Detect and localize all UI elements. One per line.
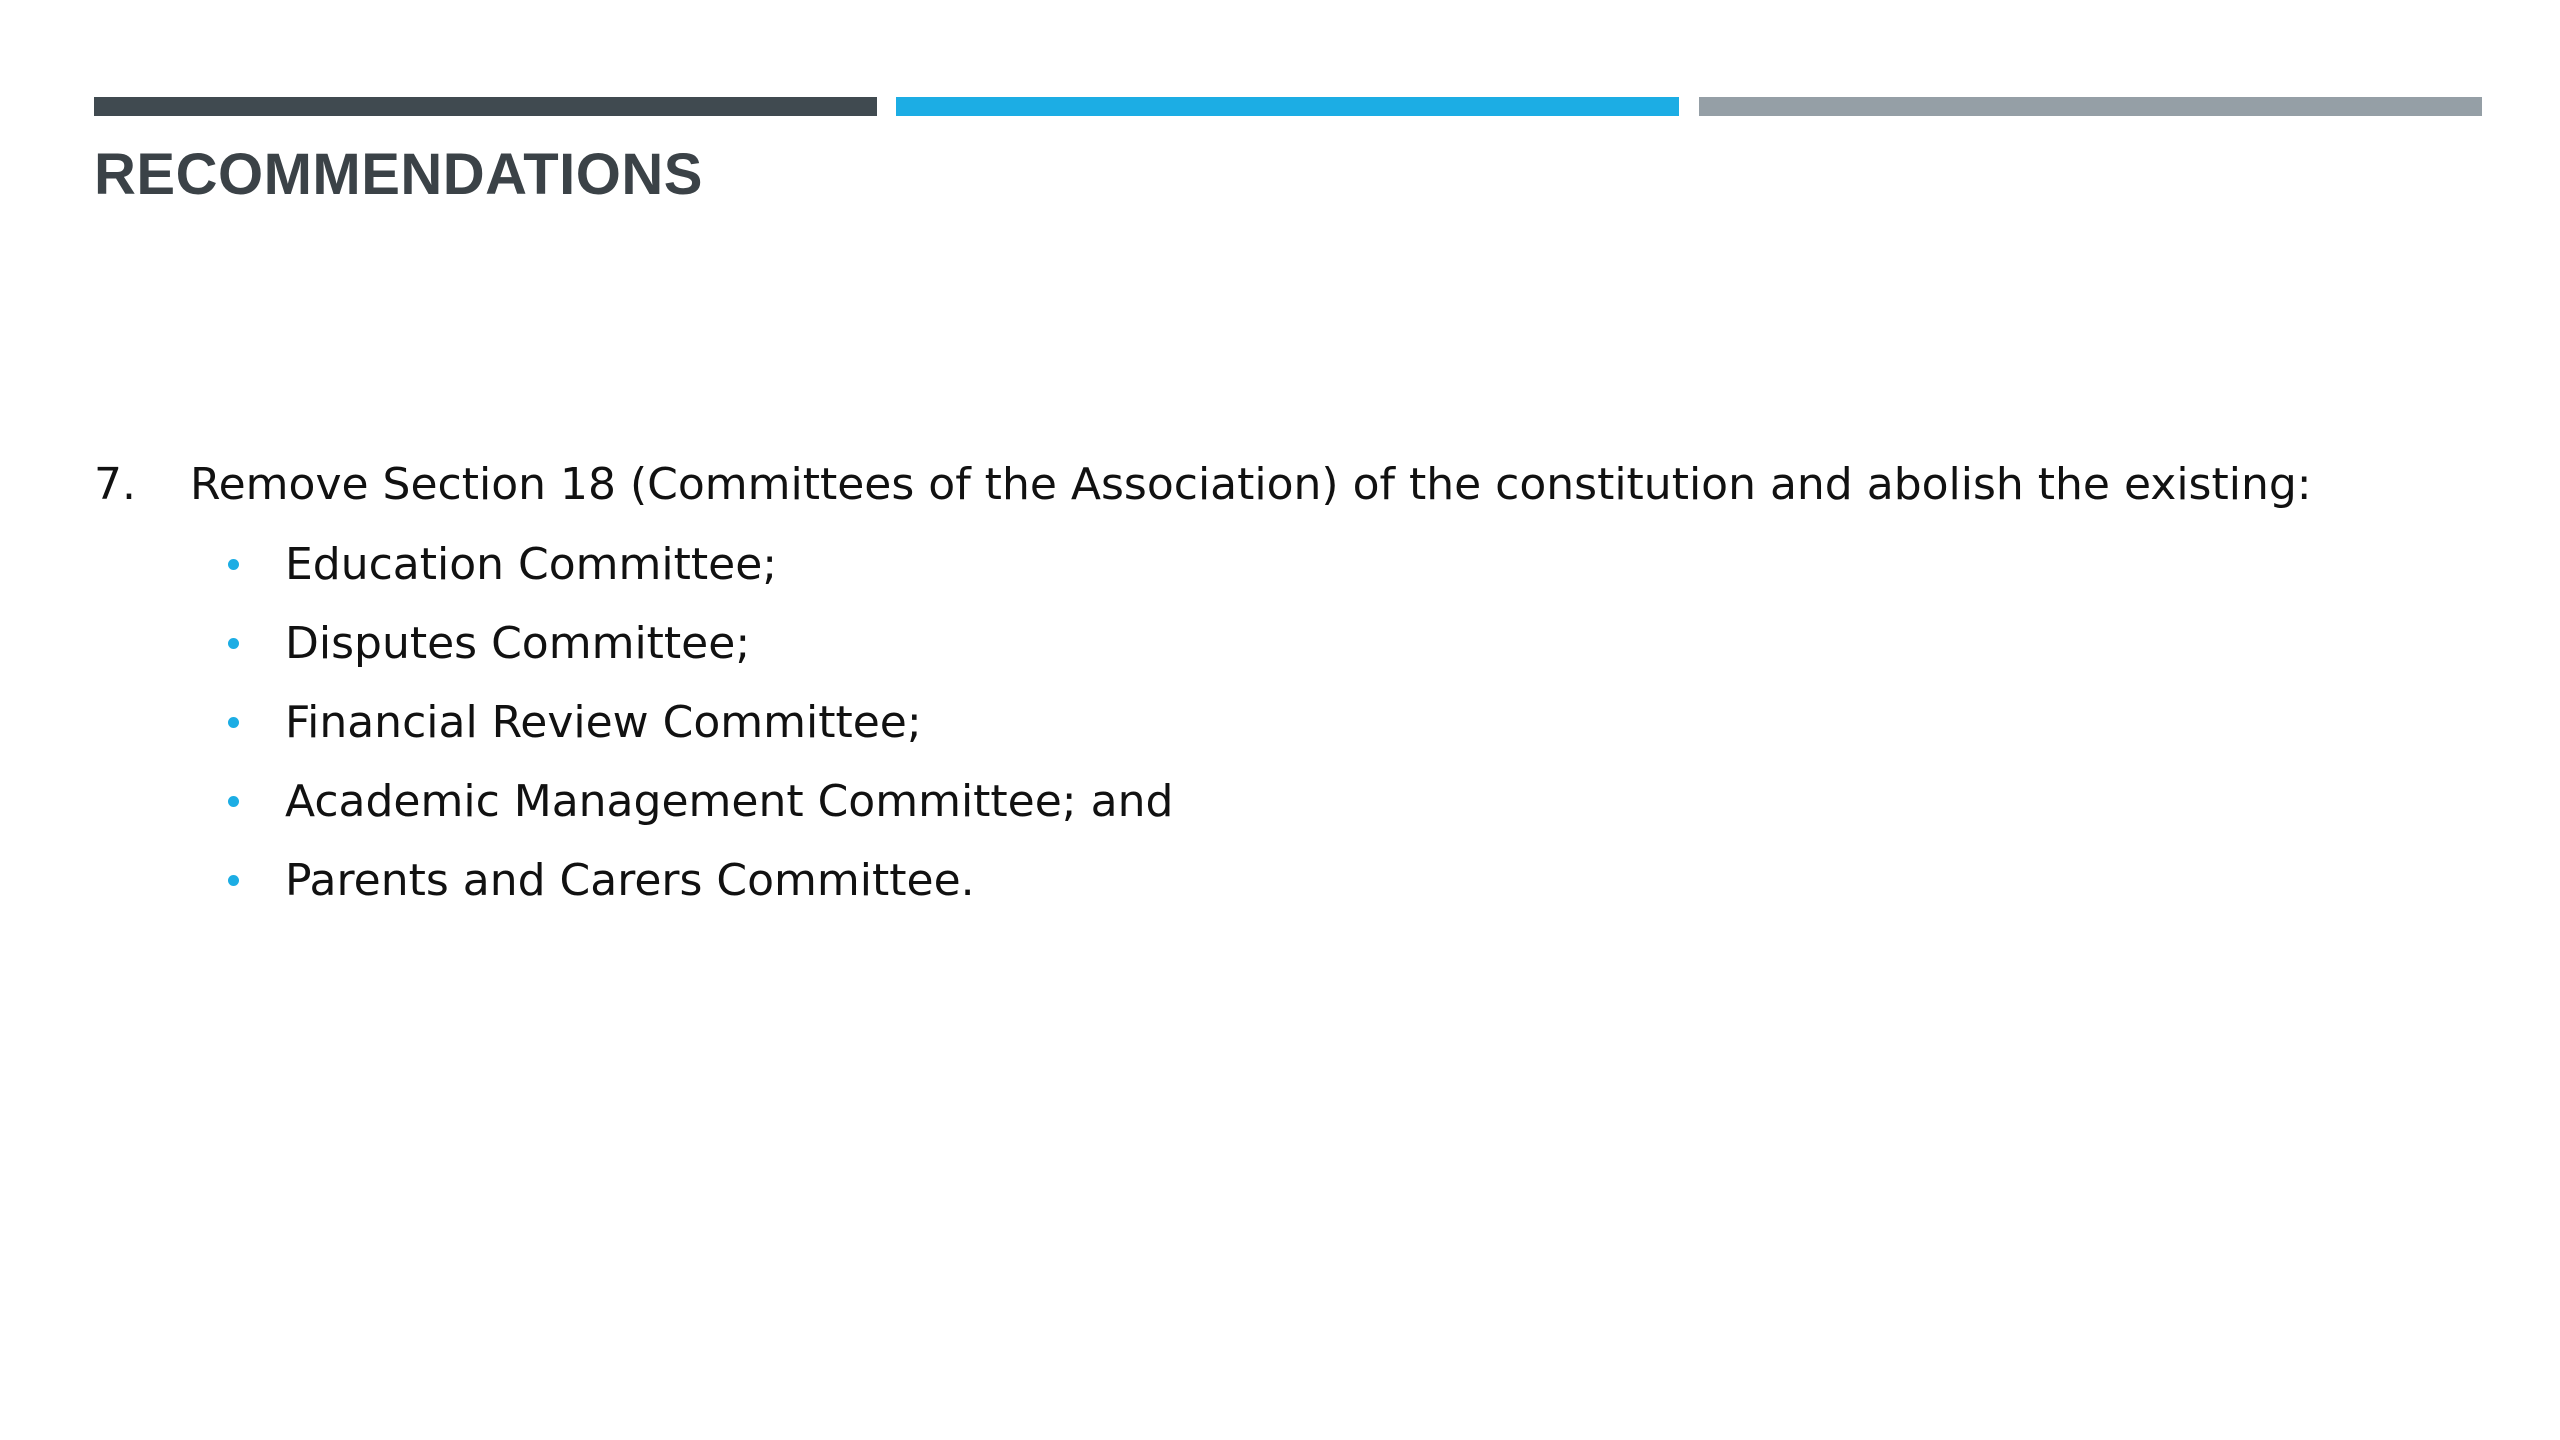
slide-content [94, 445, 2474, 920]
committee-name: Financial Review Committee; [285, 697, 922, 748]
header-accent-bar-gray [1699, 97, 2482, 116]
bullet-icon [228, 717, 239, 728]
list-item-text: Remove Section 18 (Committees of the Association) of the constitution and abolish the existing: [190, 459, 2312, 510]
committee-list-item [94, 604, 2474, 683]
committee-list-item [94, 683, 2474, 762]
committee-list [94, 525, 2474, 920]
bullet-icon [228, 559, 239, 570]
committee-name: Parents and Carers Committee. [285, 855, 975, 906]
committee-name: Academic Management Committee; and [285, 776, 1174, 827]
committee-list-item [94, 762, 2474, 841]
bullet-icon [228, 796, 239, 807]
list-item-number: 7. [94, 459, 136, 510]
committee-name: Education Committee; [285, 539, 778, 590]
committee-list-item [94, 841, 2474, 920]
header-accent-bar-dark [94, 97, 877, 116]
header-accent-bar-blue [896, 97, 1679, 116]
committee-name: Disputes Committee; [285, 618, 751, 669]
bullet-icon [228, 875, 239, 886]
committee-list-item [94, 525, 2474, 604]
numbered-list-item [94, 445, 2474, 525]
slide-title: RECOMMENDATIONS [94, 142, 703, 207]
bullet-icon [228, 638, 239, 649]
